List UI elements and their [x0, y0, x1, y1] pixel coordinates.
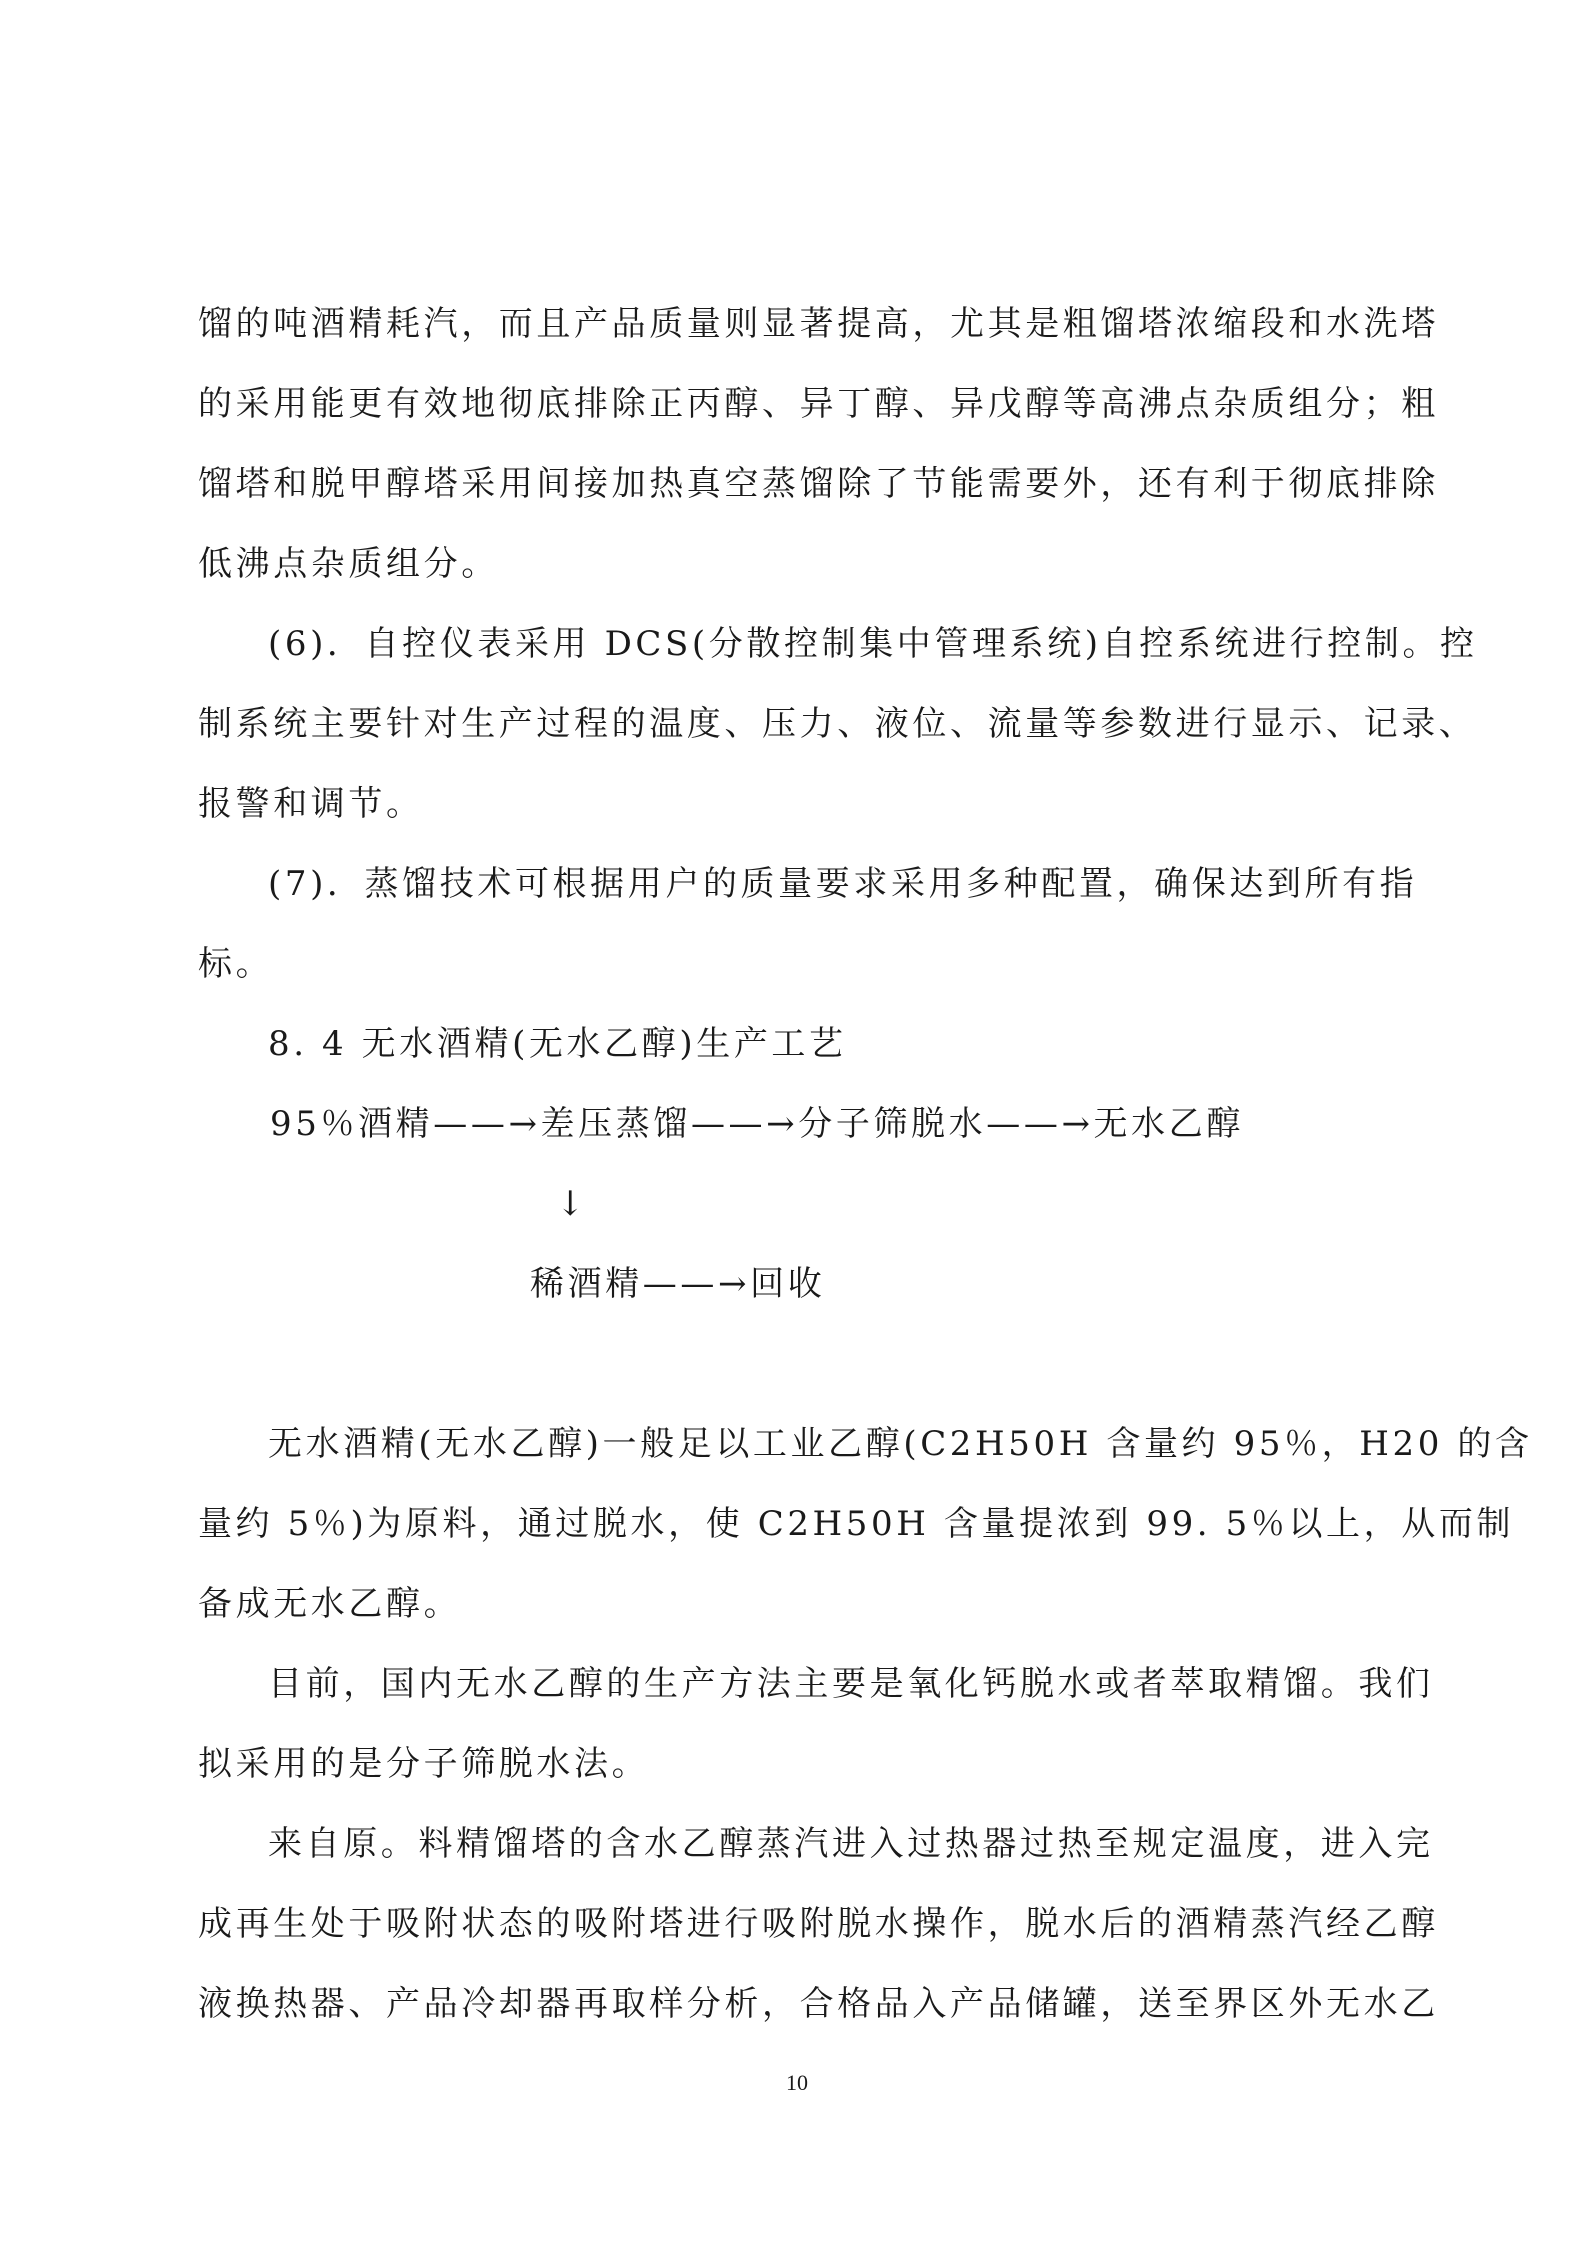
paragraph-2-line-1: (6)．自控仪表采用 DCS(分散控制集中管理系统)自控系统进行控制。控	[268, 624, 1478, 664]
paragraph-1-line-2: 的采用能更有效地彻底排除正丙醇、异丁醇、异戊醇等高沸点杂质组分；粗	[198, 384, 1439, 424]
paragraph-3-line-2: 标。	[198, 944, 274, 984]
paragraph-4-line-2: 量约 5％)为原料，通过脱水，使 C2H50H 含量提浓到 99. 5％以上，从而制	[198, 1504, 1515, 1544]
page-number: 10	[786, 2070, 808, 2095]
paragraph-5-line-2: 拟采用的是分子筛脱水法。	[198, 1744, 650, 1784]
process-flow-down-arrow: ↓	[556, 1184, 589, 1224]
paragraph-5-line-1: 目前，国内无水乙醇的生产方法主要是氧化钙脱水或者萃取精馏。我们	[268, 1664, 1434, 1704]
paragraph-2-line-2: 制系统主要针对生产过程的温度、压力、液位、流量等参数进行显示、记录、	[198, 704, 1477, 744]
paragraph-4-line-1: 无水酒精(无水乙醇)一般足以工业乙醇(C2H50H 含量约 95％，H20 的含	[268, 1424, 1533, 1464]
process-flow-branch-row: 稀酒精——→回收	[530, 1264, 826, 1304]
paragraph-1-line-3: 馏塔和脱甲醇塔采用间接加热真空蒸馏除了节能需要外，还有利于彻底排除	[198, 464, 1439, 504]
paragraph-6-line-3: 液换热器、产品冷却器再取样分析，合格品入产品储罐，送至界区外无水乙	[198, 1984, 1439, 2024]
section-heading: 8. 4 无水酒精(无水乙醇)生产工艺	[268, 1024, 847, 1064]
paragraph-3-line-1: (7)．蒸馏技术可根据用户的质量要求采用多种配置，确保达到所有指	[268, 864, 1418, 904]
paragraph-1-line-4: 低沸点杂质组分。	[198, 544, 499, 584]
paragraph-6-line-2: 成再生处于吸附状态的吸附塔进行吸附脱水操作，脱水后的酒精蒸汽经乙醇	[198, 1904, 1439, 1944]
paragraph-4-line-3: 备成无水乙醇。	[198, 1584, 462, 1624]
paragraph-2-line-3: 报警和调节。	[198, 784, 424, 824]
paragraph-6-line-1: 来自原。料精馏塔的含水乙醇蒸汽进入过热器过热至规定温度，进入完	[268, 1824, 1434, 1864]
paragraph-1-line-1: 馏的吨酒精耗汽，而且产品质量则显著提高，尤其是粗馏塔浓缩段和水洗塔	[198, 304, 1439, 344]
process-flow-main-row: 95％酒精——→差压蒸馏——→分子筛脱水——→无水乙醇	[270, 1104, 1244, 1144]
